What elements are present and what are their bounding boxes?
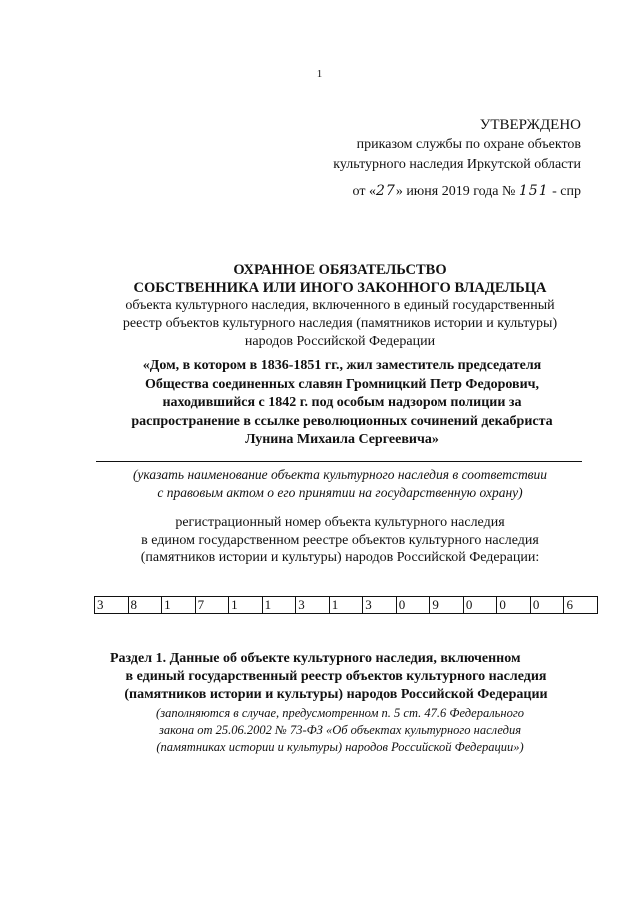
reg-digit-cell: 3 bbox=[296, 597, 330, 613]
registration-line-2: в едином государственном реестре объектов культурного наследия bbox=[141, 532, 539, 548]
section-1-line-1: Раздел 1. Данные об объекте культурного наследия, включенном bbox=[110, 651, 521, 666]
section-1-line-3: (памятников истории и культуры) народов Российской Федерации bbox=[124, 687, 548, 702]
reg-digit-cell: 0 bbox=[497, 597, 531, 613]
date-middle: » июня 2019 года № bbox=[395, 184, 516, 199]
reg-digit-cell: 0 bbox=[464, 597, 498, 613]
reg-digit-cell: 3 bbox=[363, 597, 397, 613]
page-number: 1 bbox=[316, 68, 323, 80]
reg-digit-cell: 7 bbox=[196, 597, 230, 613]
approval-date-line bbox=[333, 181, 581, 202]
section-1-note-line-3: (памятниках истории и культуры) народов Российской Федерации») bbox=[156, 740, 524, 754]
approval-line-1: приказом службы по охране объектов bbox=[356, 137, 581, 152]
reg-digit-cell: 0 bbox=[397, 597, 431, 613]
reg-digit-cell: 8 bbox=[129, 597, 163, 613]
name-note-line-2: с правовым актом о его принятии на государственную охрану) bbox=[157, 484, 523, 500]
reg-digit-cell: 1 bbox=[263, 597, 297, 613]
handwritten-number: 151 bbox=[518, 183, 549, 199]
underline-rule bbox=[96, 461, 582, 462]
section-1-note-line-1: (заполняются в случае, предусмотренном п. 5 ст. 47.6 Федерального bbox=[156, 706, 524, 720]
subtitle-line-1: объекта культурного наследия, включенного в единый государственный bbox=[125, 298, 555, 313]
subtitle-line-3: народов Российской Федерации bbox=[244, 334, 436, 349]
title-line-1: ОХРАННОЕ ОБЯЗАТЕЛЬСТВО bbox=[233, 262, 447, 278]
approval-block bbox=[333, 115, 581, 202]
handwritten-day: 27 bbox=[375, 183, 396, 199]
document-subtitle bbox=[60, 297, 620, 351]
object-name-line-5: Лунина Михаила Сергеевича» bbox=[245, 432, 439, 447]
reg-digit-cell: 9 bbox=[430, 597, 464, 613]
object-name-line-3: находившийся с 1842 г. под особым надзором полиции за bbox=[162, 395, 522, 410]
section-1-line-2: в единый государственный реестр объектов культурного наследия bbox=[125, 669, 547, 684]
subtitle-line-2: реестр объектов культурного наследия (памятников истории и культуры) bbox=[122, 316, 558, 331]
object-name bbox=[82, 357, 602, 450]
object-name-line-4: распространение в ссылке революционных сочинений декабриста bbox=[131, 413, 553, 429]
object-name-line-2: Общества соединенных славян Громницкий Петр Федорович, bbox=[144, 376, 540, 392]
reg-digit-cell: 0 bbox=[531, 597, 565, 613]
title-line-2: СОБСТВЕННИКА ИЛИ ИНОГО ЗАКОННОГО ВЛАДЕЛЬЦА bbox=[133, 280, 547, 296]
reg-digit-cell: 1 bbox=[162, 597, 196, 613]
registration-text bbox=[86, 514, 594, 567]
approval-stamp: УТВЕРЖДЕНО bbox=[479, 117, 581, 133]
document-title bbox=[60, 261, 620, 297]
date-prefix: от « bbox=[352, 184, 376, 199]
section-1-note-line-2: закона от 25.06.2002 № 73-ФЗ «Об объектах культурного наследия bbox=[158, 723, 522, 737]
reg-digit-cell: 1 bbox=[229, 597, 263, 613]
registration-number-grid bbox=[94, 596, 598, 614]
date-suffix: - спр bbox=[552, 184, 581, 199]
reg-digit-cell: 6 bbox=[566, 597, 573, 612]
name-note-line-1: (указать наименование объекта культурного наследия в соответствии bbox=[132, 467, 548, 482]
reg-digit-cell: 3 bbox=[95, 597, 129, 613]
section-1-note bbox=[100, 705, 580, 756]
section-1-heading bbox=[96, 650, 576, 704]
object-name-line-1: «Дом, в котором в 1836-1851 гг., жил заместитель председателя bbox=[142, 358, 542, 373]
reg-digit-cell: 1 bbox=[330, 597, 364, 613]
approval-line-2: культурного наследия Иркутской области bbox=[333, 157, 581, 172]
registration-line-1: регистрационный номер объекта культурного наследия bbox=[175, 515, 505, 530]
name-note bbox=[86, 466, 594, 501]
registration-line-3: (памятников истории и культуры) народов Российской Федерации: bbox=[140, 550, 540, 565]
